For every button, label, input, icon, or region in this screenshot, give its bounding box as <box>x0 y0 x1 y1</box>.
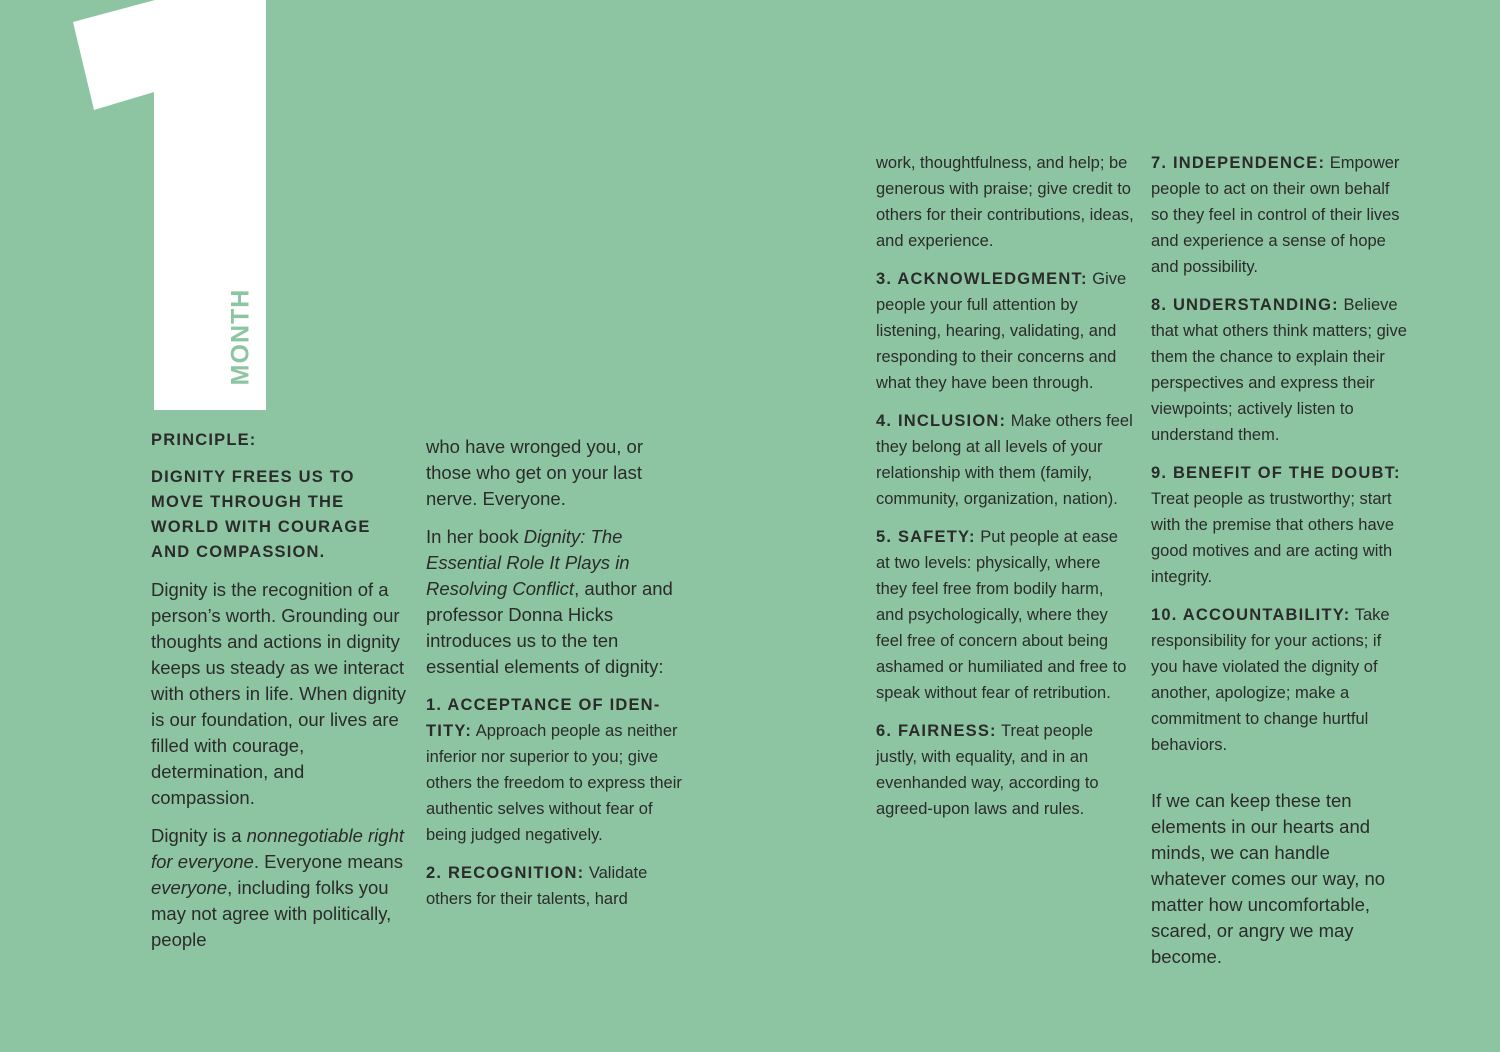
continued-paragraph: who have wronged you, or those who get on your last nerve. Everyone. <box>426 436 643 509</box>
column-3 <box>876 150 1134 822</box>
element-benefit-of-the-doubt: 9. BENEFIT OF THE DOUBT: Treat people as trustworthy; start with the premise that others have good motives and are acting with integrity. <box>1151 464 1401 586</box>
book-title: Dignity: The Essential Role It Plays in Resolving Conflict <box>426 526 630 599</box>
rights-paragraph: Dignity is a nonnegotiable right for everyone. Everyone means everyone, including folks you may not agree with politically, people <box>151 825 405 950</box>
element-inclusion: 4. INCLUSION: Make others feel they belong at all levels of your relationship with them (family, community, organization, nation). <box>876 412 1133 508</box>
element-recognition-continued: work, thoughtfulness, and help; be generous with praise; give credit to others for their contributions, ideas, and experience. <box>876 154 1134 250</box>
element-independence: 7. INDEPENDENCE: Empower people to act on their own behalf so they feel in control of their lives and experience a sense of hope and possibility. <box>1151 154 1400 276</box>
element-fairness: 6. FAIRNESS: Treat people justly, with equality, and in an evenhanded way, according to agreed-upon laws and rules. <box>876 722 1099 818</box>
closing-paragraph: If we can keep these ten elements in our hearts and minds, we can handle whatever comes our way, no matter how uncomfortable, scared, or angry we may become. <box>1151 790 1386 967</box>
principle-heading: PRINCIPLE: <box>151 431 257 449</box>
element-acknowledgment: 3. ACKNOWLEDGMENT: Give people your full attention by listening, hearing, validating, and responding to their concerns and what they have been through. <box>876 270 1127 392</box>
principle-statement: DIGNITY FREES US TO MOVE THROUGH THE WORLD WITH COURAGE AND COMPASSION. <box>151 468 371 561</box>
element-understanding: 8. UNDERSTANDING: Believe that what others think matters; give them the chance to explain their perspectives and express their viewpoints; actively listen to understand them. <box>1151 296 1407 444</box>
column-4 <box>1151 150 1409 970</box>
element-acceptance: 1. ACCEPTANCE OF IDENTITY: Approach people as neither inferior nor superior to you; give others the freedom to express their authentic selves without fear of being judged negatively. <box>426 696 682 844</box>
intro-paragraph: Dignity is the recognition of a person’s worth. Grounding our thoughts and actions in dignity keeps us steady as we interact with others in life. When dignity is our foundation, our lives are filled with courage, determination, and compassion. <box>151 579 407 808</box>
column-2 <box>426 434 684 912</box>
book-paragraph: In her book Dignity: The Essential Role It Plays in Resolving Conflict, author and professor Donna Hicks introduces us to the ten essential elements of dignity: <box>426 526 673 677</box>
month-label: MONTH <box>226 288 255 386</box>
element-safety: 5. SAFETY: Put people at ease at two levels: physically, where they feel free from bodily harm, and psychologically, where they feel free of concern about being ashamed or humiliated and free to speak without fear of retribution. <box>876 528 1127 702</box>
column-1 <box>151 428 406 953</box>
element-accountability: 10. ACCOUNTABILITY: Take responsibility for your actions; if you have violated the dignity of another, apologize; make a commitment to change hurtful behaviors. <box>1151 606 1390 754</box>
element-recognition: 2. RECOGNITION: Validate others for their talents, hard <box>426 864 648 908</box>
